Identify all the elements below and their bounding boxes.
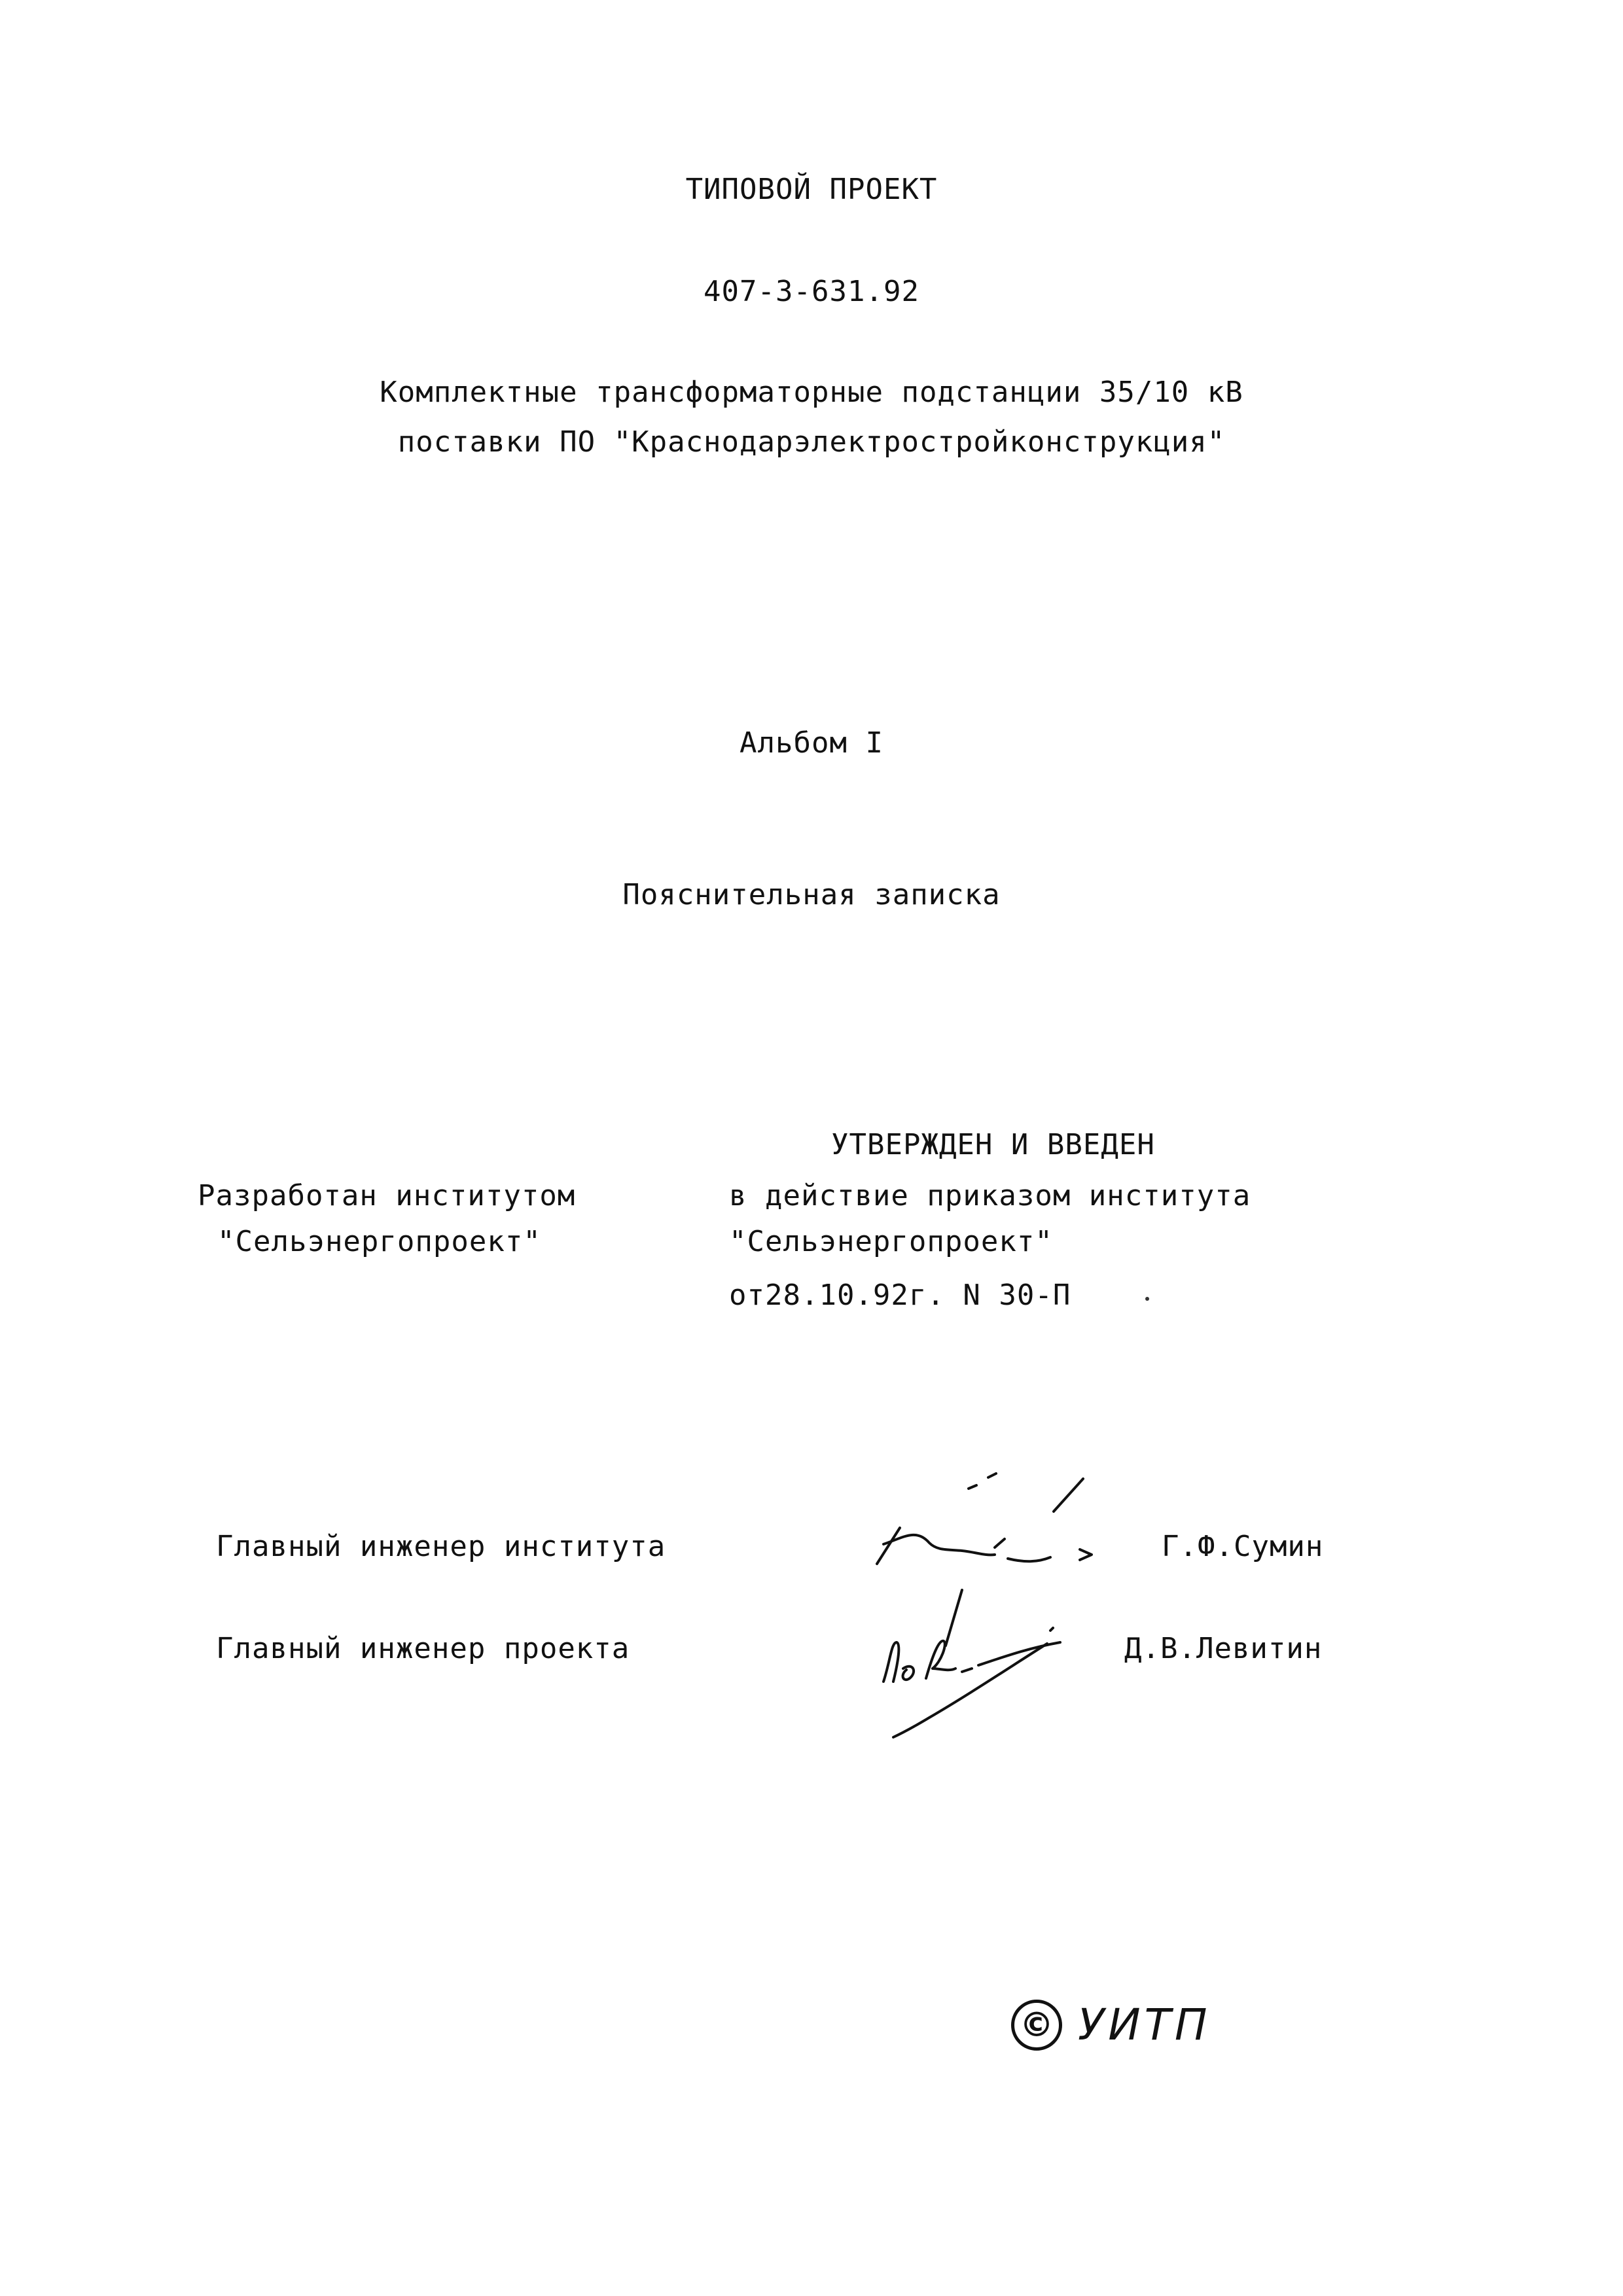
signatory-position-2: Главный инженер проекта <box>216 1632 630 1665</box>
signature-levitin <box>864 1570 1139 1754</box>
document-type: ТИПОВОЙ ПРОЕКТ <box>685 173 938 206</box>
developer-line-1: Разработан институтом <box>198 1179 576 1212</box>
subject-line-1: Комплектные трансформаторные подстанции 35/10 кВ <box>380 376 1243 409</box>
subject-line-2: поставки ПО "Краснодарэлектростройконструкция" <box>397 425 1226 459</box>
developer-line-2: "Сельэнергопроект" <box>217 1225 541 1258</box>
scan-speck <box>1145 1297 1149 1301</box>
copyright-text: УИТП <box>1078 2000 1211 2050</box>
album-title: Пояснительная записка <box>622 878 1001 911</box>
album-label: Альбом I <box>740 726 883 760</box>
copyright-icon: © <box>1011 2000 1062 2051</box>
signatory-name-2: Д.В.Левитин <box>1124 1632 1323 1665</box>
approval-heading: УТВЕРЖДЕН И ВВЕДЕН <box>831 1128 1155 1161</box>
signatory-name-1: Г.Ф.Сумин <box>1162 1530 1324 1563</box>
copyright-mark <box>1011 1999 1211 2051</box>
approval-line-1: в действие приказом института <box>729 1179 1251 1212</box>
approval-line-3: от28.10.92г. N 30-П <box>729 1279 1071 1312</box>
approval-line-2: "Сельэнергопроект" <box>729 1225 1053 1258</box>
signatory-position-1: Главный инженер института <box>216 1530 666 1563</box>
document-number: 407-3-631.92 <box>704 275 919 308</box>
